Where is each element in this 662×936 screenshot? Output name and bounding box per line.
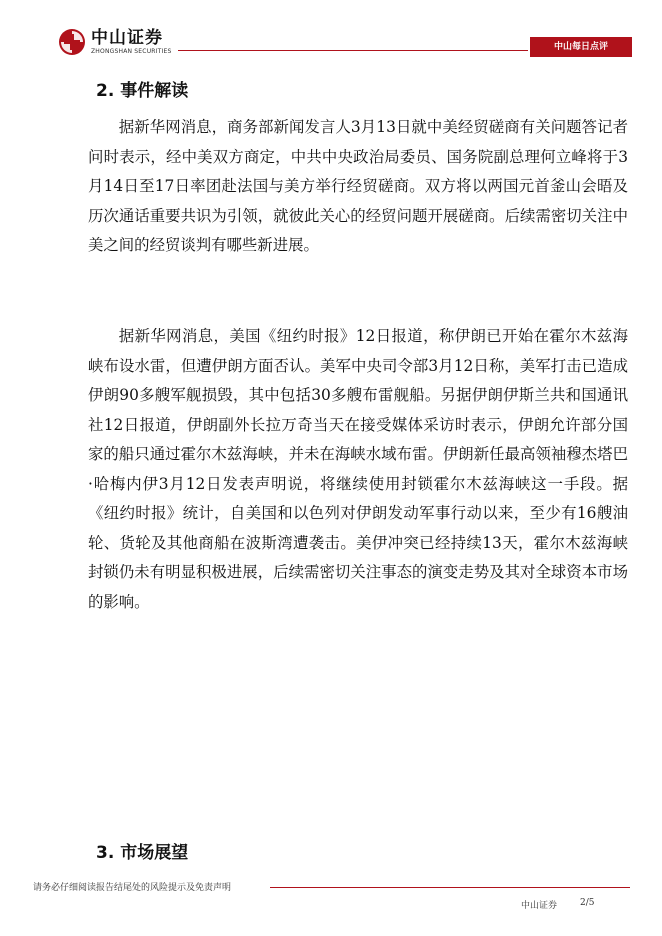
page-header [0, 0, 662, 70]
footer-disclaimer: 请务必仔细阅读报告结尾处的风险提示及免责声明 [33, 883, 232, 893]
footer-company-name: 中山证券 [521, 901, 558, 911]
footer-divider [270, 887, 630, 888]
logo-english-name: ZHONGSHAN SECURITIES [91, 47, 172, 55]
paragraph-hormuz-strait: 据新华网消息，美国《纽约时报》12日报道，称伊朗已开始在霍尔木兹海峡布设水雷，但遭伊朗方面否认。美军中央司令部3月12日称，美军打击已造成伊朗90多艘军舰损毁，其中包括30多艘布雷舰船。另据伊朗伊斯兰共和国通讯社12日报道，伊朗副外长拉万奇当天在接受媒体采访时表示，伊朗允许部分国家的船只通过霍尔木兹海峡，并未在海峡水域布雷。伊朗新任最高领袖穆杰塔巴·哈梅内伊3月12日发表声明说，将继续使用封锁霍尔木兹海峡这一手段。据《纽约时报》统计，自美国和以色列对伊朗发动军事行动以来，至少有16艘油轮、货轮及其他商船在波斯湾遭袭击。美伊冲突已经持续13天，霍尔木兹海峡封锁仍未有明显积极进展，后续需密切关注事态的演变走势及其对全球资本市场的影响。 [88, 327, 628, 611]
section-heading-event-analysis: 2. 事件解读 [96, 81, 189, 101]
paragraph-trade-talks: 据新华网消息，商务部新闻发言人3月13日就中美经贸磋商有关问题答记者问时表示，经中美双方商定，中共中央政治局委员、国务院副总理何立峰将于3月14日至17日率团赴法国与美方举行经贸磋商。双方将以两国元首釜山会晤及历次通话重要共识为引领，就彼此关心的经贸问题开展磋商。后续需密切关注中美之间的经贸谈判有哪些新进展。 [88, 118, 628, 254]
logo-chinese-name: 中山证券 [91, 27, 163, 48]
section-heading-market-outlook: 3. 市场展望 [96, 843, 189, 863]
zhongshan-logo-icon [58, 28, 86, 56]
company-logo [58, 28, 171, 56]
report-type-tag: 中山每日点评 [530, 37, 632, 57]
header-divider [178, 50, 528, 51]
page-number: 2/5 [580, 898, 595, 908]
